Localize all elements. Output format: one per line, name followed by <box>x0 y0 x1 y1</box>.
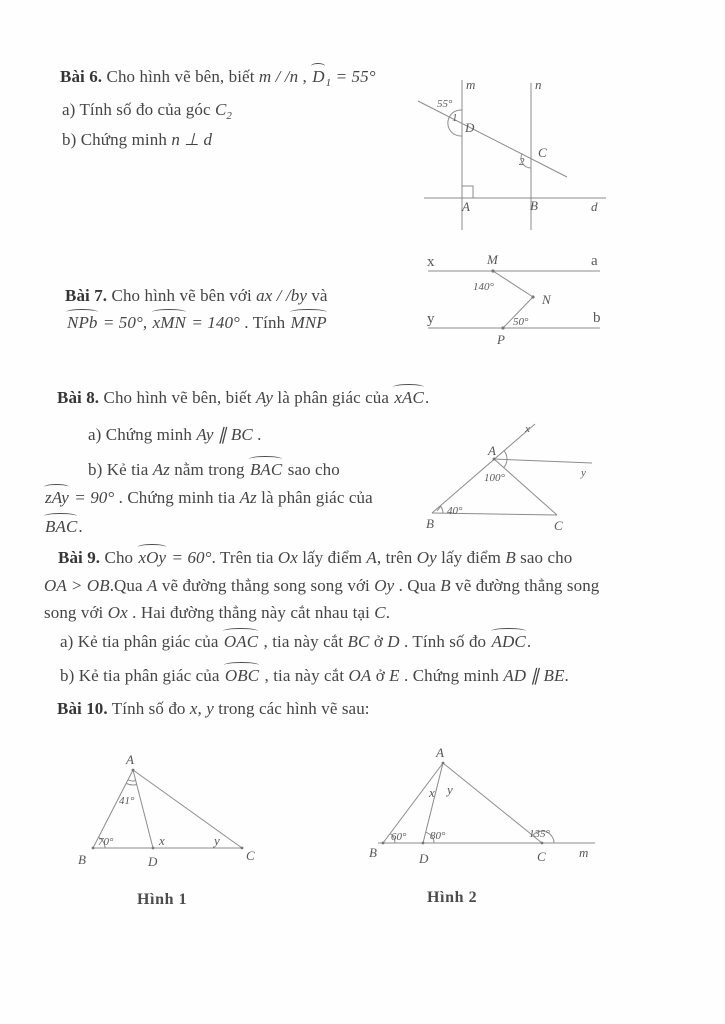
fig6-label-n: n <box>535 77 542 92</box>
fig8-angle-40: 40° <box>447 505 463 517</box>
fig6-angle-55: 55° <box>437 98 453 110</box>
fig6-label-A: A <box>462 199 470 214</box>
hinh1-label-B: B <box>78 852 86 867</box>
hinh1-label-D: D <box>148 854 158 869</box>
bai8-item-a: a) Chứng minh Ay ∥ BC . <box>88 425 262 444</box>
figure-hinh1 <box>60 745 275 875</box>
angle-A-arc-outer <box>126 783 137 785</box>
hinh2-label-y: y <box>447 782 453 797</box>
fig6-angle-1: 1 <box>452 112 458 124</box>
fig8-label-A: A <box>488 443 496 458</box>
bai9-line2: OA > OB.Qua A vẽ đường thẳng song song với Oy . Qua B vẽ đường thẳng song <box>44 576 600 595</box>
bai6-item-b: b) Chứng minh n ⊥ d <box>62 130 213 149</box>
figure-bai6 <box>415 75 615 240</box>
fig6-angle-2: 2 <box>519 156 525 168</box>
segment-AC <box>133 770 242 848</box>
hinh1-angle-70: 70° <box>98 836 114 848</box>
hinh2-angle-60: 60° <box>391 831 407 843</box>
fig7-angle-50: 50° <box>513 316 529 328</box>
hinh2-angle-80: 80° <box>430 830 446 842</box>
point-B <box>92 847 95 850</box>
bai7-line2: NPb = 50°, xMN = 140° . Tính MNP <box>67 313 327 332</box>
hinh1-label-A: A <box>126 752 134 767</box>
point-N <box>531 295 534 298</box>
segment-AC <box>443 763 542 843</box>
hinh1-caption: Hình 1 <box>137 891 188 908</box>
fig6-label-m: m <box>466 77 476 92</box>
figure-bai8 <box>420 418 610 548</box>
point-C <box>541 842 544 845</box>
segment-MN <box>493 271 533 297</box>
point-A <box>442 762 445 765</box>
point-D <box>152 847 155 850</box>
point-D <box>422 842 425 845</box>
figure-bai7 <box>415 248 615 353</box>
fig7-label-a: a <box>591 253 598 269</box>
bai6-item-a: a) Tính số đo của góc $C_2$ <box>62 100 233 122</box>
bai8-item-b-cont: zAy = 90° . Chứng minh tia Az là phân giác của <box>45 488 373 507</box>
fig8-angle-100: 100° <box>484 472 505 484</box>
transversal-line <box>418 101 567 177</box>
hinh2-label-C: C <box>537 849 546 864</box>
fig7-label-P: P <box>497 332 505 347</box>
hinh2-caption: Hình 2 <box>427 889 478 906</box>
bai6-line1: Bài 6. Cho hình vẽ bên, biết m / /n , $D_1 = 55^\circ$ <box>60 67 376 89</box>
point-P <box>501 326 504 329</box>
fig6-label-B: B <box>530 198 538 213</box>
right-angle-mark <box>462 186 473 198</box>
bai9-line1: Bài 9. Cho xOy = 60°. Trên tia Ox lấy điểm A, trên Oy lấy điểm B sao cho <box>58 548 573 567</box>
hinh2-label-m: m <box>579 845 589 860</box>
fig8-label-x: x <box>525 423 530 435</box>
hinh1-label-y: y <box>214 833 220 848</box>
ray-B-through-A-to-x <box>432 424 535 513</box>
hinh1-label-C: C <box>246 848 255 863</box>
fig7-label-y: y <box>427 311 435 327</box>
bai9-line3: song với Ox . Hai đường thẳng này cắt nhau tại C. <box>44 603 391 622</box>
hinh1-angle-41: 41° <box>119 795 135 807</box>
fig8-label-B: B <box>426 516 434 531</box>
bai9-item-b: b) Kẻ tia phân giác của OBC , tia này cắt OA ở E . Chứng minh AD ∥ BE. <box>60 666 569 685</box>
point-B <box>382 842 385 845</box>
bai8-item-b: b) Kẻ tia Az nằm trong BAC sao cho <box>88 460 340 479</box>
fig6-label-d: d <box>591 199 598 214</box>
fig7-label-M: M <box>487 252 498 267</box>
fig6-label-C: C <box>538 145 547 160</box>
hinh1-label-x: x <box>159 833 165 848</box>
fig7-label-b: b <box>593 310 601 326</box>
ray-Ay <box>494 459 592 463</box>
bai8-title: Bài 8. Cho hình vẽ bên, biết Ay là phân giác của xAC. <box>57 388 430 407</box>
segment-AC <box>494 459 557 515</box>
hinh2-label-x: x <box>429 785 435 800</box>
figure-hinh2 <box>360 740 610 875</box>
bai8-item-b-end: BAC. <box>45 517 83 536</box>
bai9-item-a: a) Kẻ tia phân giác của OAC , tia này cắt BC ở D . Tính số đo ADC. <box>60 632 532 651</box>
hinh2-label-A: A <box>436 745 444 760</box>
point-M <box>491 269 494 272</box>
fig8-label-y: y <box>581 467 586 479</box>
fig7-angle-140: 140° <box>473 281 494 293</box>
fig8-label-C: C <box>554 518 563 533</box>
point-A <box>132 769 135 772</box>
hinh2-label-D: D <box>419 851 429 866</box>
fig7-label-N: N <box>542 292 551 307</box>
fig7-label-x: x <box>427 254 435 270</box>
hinh2-angle-135: 135° <box>529 828 550 840</box>
bai10-title: Bài 10. Tính số đo x, y trong các hình vẽ sau: <box>57 699 370 718</box>
bai7-line1: Bài 7. Cho hình vẽ bên với ax / /by và <box>65 286 328 305</box>
angle-B-arc <box>441 506 444 513</box>
fig6-label-D: D <box>465 120 475 135</box>
point-C <box>241 847 244 850</box>
angle-A-arc-inner <box>128 780 136 781</box>
hinh2-label-B: B <box>369 845 377 860</box>
